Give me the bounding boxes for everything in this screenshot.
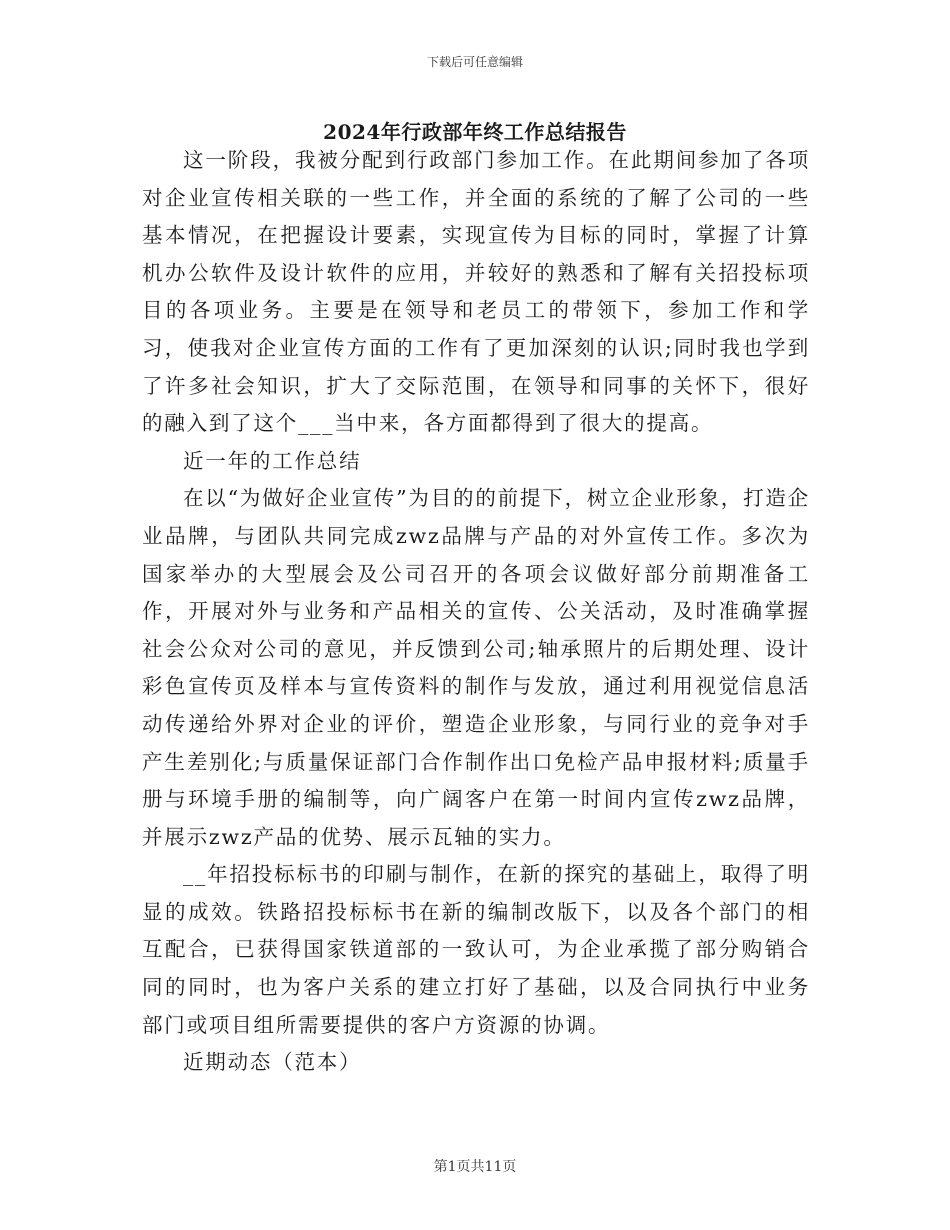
page-header-note: 下载后可任意编辑 [426, 55, 523, 69]
section-heading-recent-news: 近期动态（范本） [183, 1050, 362, 1075]
document-title: 2024年行政部年终工作总结报告 [323, 120, 627, 144]
page-number-footer: 第1页共11页 [433, 1159, 517, 1175]
document-body [142, 142, 810, 1082]
paragraph-intro: 这一阶段，我被分配到行政部门参加工作。在此期间参加了各项对企业宣传相关联的一些工作，并全面的系统的了解了公司的一些基本情况，在把握设计要素，实现宣传为目标的同时，掌握了计算机办公软件及设计软件的应用，并较好的熟悉和了解有关招投标项目的各项业务。主要是在领导和老员工的带领下，参加工作和学习，使我对企业宣传方面的工作有了更加深刻的认识;同时我也学到了许多社会知识，扩大了交际范围，在领导和同事的关怀下，很好的融入到了这个___当中来，各方面都得到了很大的提高。 [142, 148, 810, 436]
paragraph-brand-promotion: 在以“为做好企业宣传”为目的的前提下，树立企业形象，打造企业品牌，与团队共同完成zwz品牌与产品的对外宣传工作。多次为国家举办的大型展会及公司召开的各项会议做好部分前期准备工作，开展对外与业务和产品相关的宣传、公关活动，及时准确掌握社会公众对公司的意见，并反馈到公司;轴承照片的后期处理、设计彩色宣传页及样本与宣传资料的制作与发放，通过利用视觉信息活动传递给外界对企业的评价，塑造企业形象，与同行业的竞争对手产生差别化;与质量保证部门合作制作出口免检产品申报材料;质量手册与环境手册的编制等，向广阔客户在第一时间内宣传zwz品牌，并展示zwz产品的优势、展示瓦轴的实力。 [142, 486, 810, 849]
paragraph-bidding-documents: __年招投标标书的印刷与制作，在新的探究的基础上，取得了明显的成效。铁路招投标标书在新的编制改版下，以及各个部门的相互配合，已获得国家铁道部的一致认可，为企业承揽了部分购销合同的同时，也为客户关系的建立打好了基础，以及合同执行中业务部门或项目组所需要提供的客户方资源的协调。 [142, 862, 810, 1037]
section-heading-year-summary: 近一年的工作总结 [183, 448, 362, 473]
